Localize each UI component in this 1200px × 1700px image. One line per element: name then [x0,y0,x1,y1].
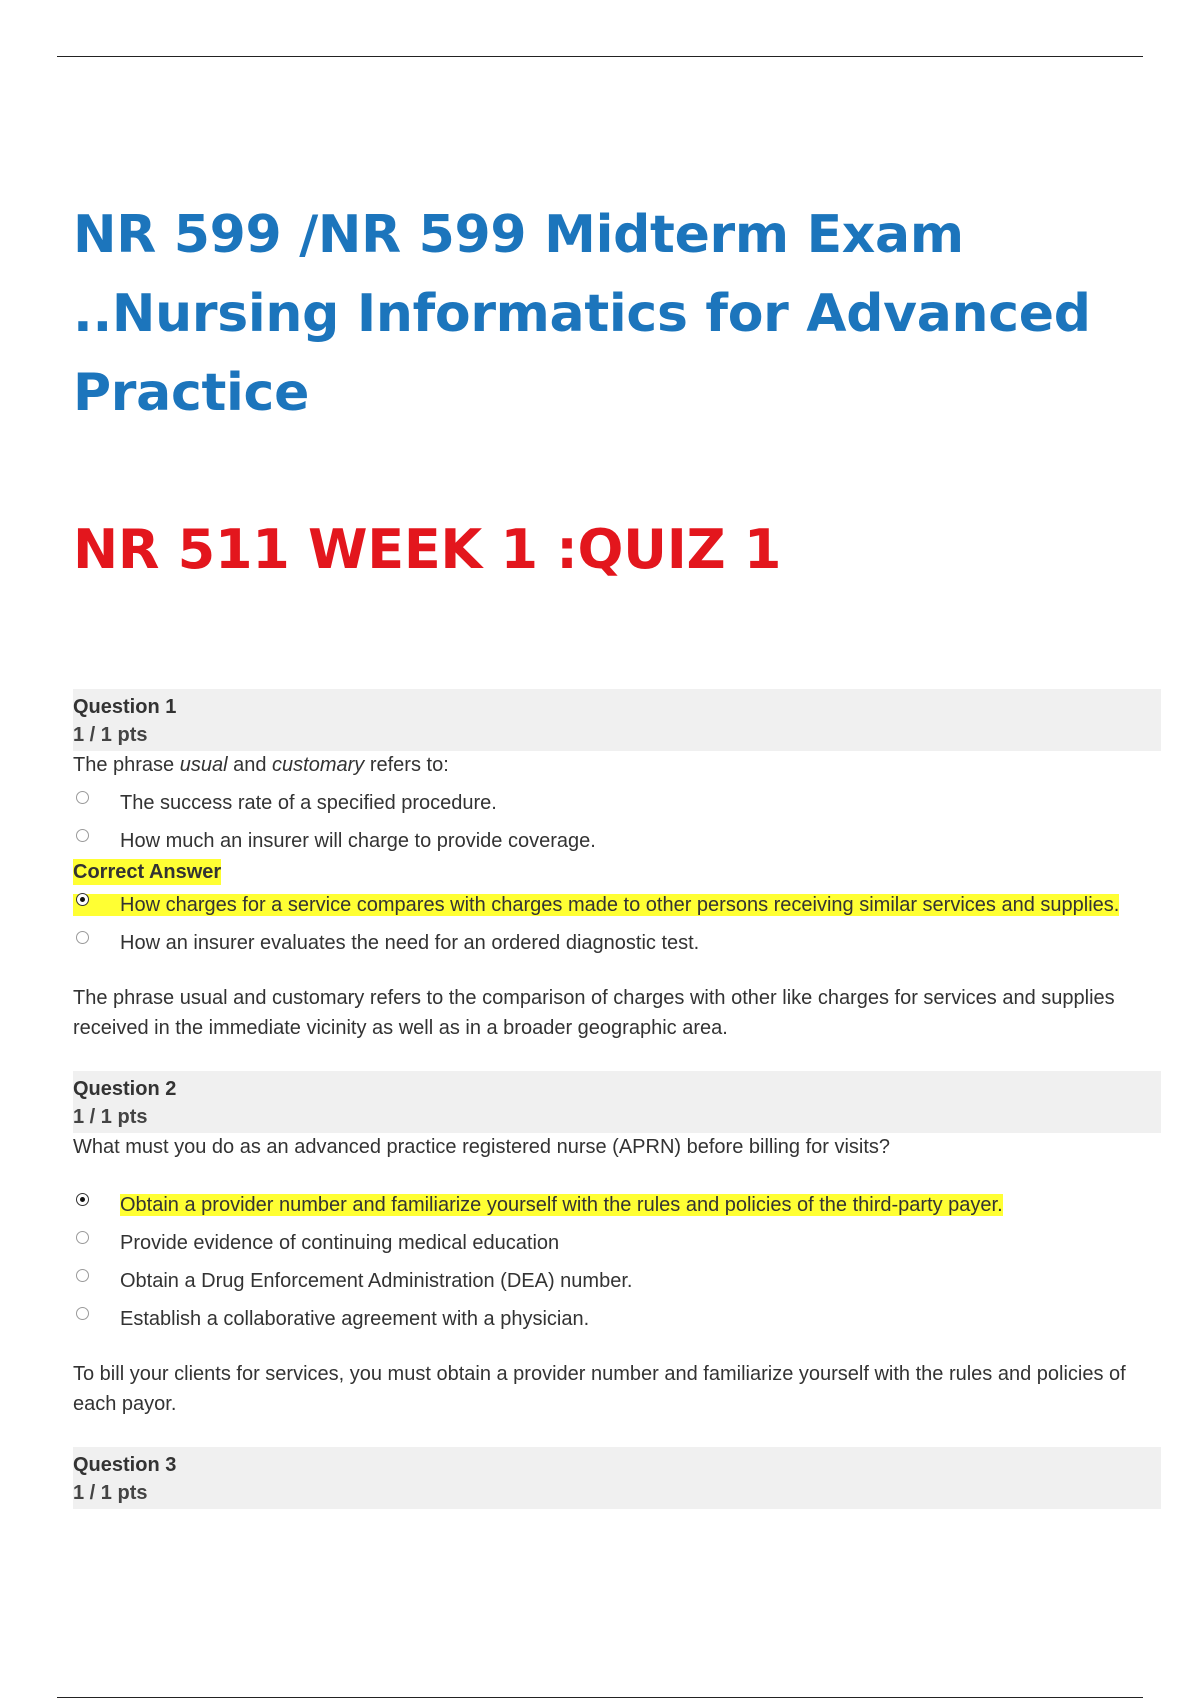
question-prompt: What must you do as an advanced practice registered nurse (APRN) before billing for visits? [73,1136,891,1158]
question-header [73,689,1161,751]
top-rule [57,56,1143,57]
quiz-title: NR 511 WEEK 1 :QUIZ 1 [73,518,782,581]
bottom-rule [57,1697,1143,1698]
radio-unchecked-icon[interactable] [76,1269,89,1282]
radio-unchecked-icon[interactable] [76,791,89,804]
question-points: 1 / 1 pts [73,724,148,746]
answer-explanation: The phrase usual and customary refers to the comparison of charges with other like charges for services and supplies received in the immediate vicinity as well as in a broader geographic area. [73,987,1115,1039]
radio-checked-icon[interactable] [76,893,89,906]
answer-option-selected[interactable]: How charges for a service compares with charges made to other persons receiving similar services and supplies. [73,891,1161,919]
question-title: Question 2 [73,1078,177,1100]
answer-option[interactable]: Establish a collaborative agreement with a physician. [73,1305,1161,1333]
question-2 [73,1071,1161,1419]
question-title: Question 3 [73,1454,177,1476]
document-body [73,196,1161,1509]
question-header [73,1447,1161,1509]
question-header [73,1071,1161,1133]
question-points: 1 / 1 pts [73,1106,148,1128]
spacer [73,1161,1161,1189]
correct-answer-label: Correct Answer [73,861,222,883]
radio-checked-icon[interactable] [76,1193,89,1206]
document-title: NR 599 /NR 599 Midterm Exam ..Nursing Informatics for Advanced Practice [73,205,1091,423]
answer-explanation: To bill your clients for services, you must obtain a provider number and familiarize yourself with the rules and policies of each payor. [73,1363,1126,1415]
radio-unchecked-icon[interactable] [76,931,89,944]
answer-option-selected[interactable]: Obtain a provider number and familiarize yourself with the rules and policies of the third-party payer. [73,1191,1161,1219]
question-3 [73,1447,1161,1509]
answer-option[interactable]: Provide evidence of continuing medical education [73,1229,1161,1257]
answer-option[interactable]: How much an insurer will charge to provide coverage. [73,827,1161,855]
answer-option[interactable]: How an insurer evaluates the need for an ordered diagnostic test. [73,929,1161,957]
question-1 [73,689,1161,1043]
question-prompt: The phrase usual and customary refers to: [73,754,449,776]
radio-unchecked-icon[interactable] [76,829,89,842]
question-points: 1 / 1 pts [73,1482,148,1504]
question-title: Question 1 [73,696,177,718]
answer-option[interactable]: Obtain a Drug Enforcement Administration (DEA) number. [73,1267,1161,1295]
radio-unchecked-icon[interactable] [76,1231,89,1244]
radio-unchecked-icon[interactable] [76,1307,89,1320]
answer-option[interactable]: The success rate of a specified procedure. [73,789,1161,817]
